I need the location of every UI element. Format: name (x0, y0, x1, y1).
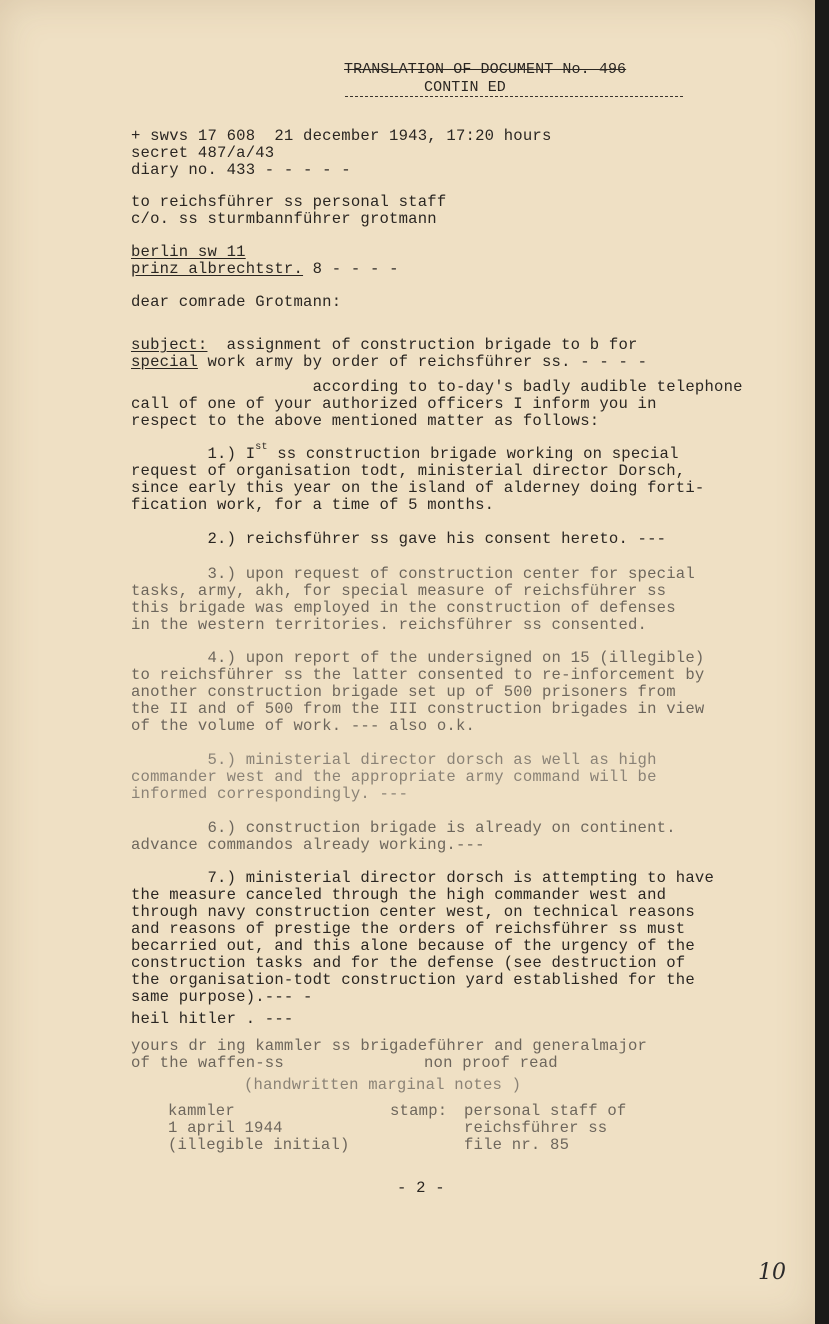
item-1-superscript: st (255, 442, 268, 453)
item-1-line: request of organisation todt, ministerial director Dorsch, (131, 462, 686, 480)
item-7-line: the measure canceled through the high commander west and (131, 886, 667, 904)
item-7-line: through navy construction center west, on technical reasons (131, 903, 695, 921)
telegram-line: secret 487/a/43 (131, 144, 275, 162)
header-rule (345, 96, 683, 97)
closing-line: heil hitler . --- (131, 1010, 294, 1028)
signature-line: yours dr ing kammler ss brigadeführer and generalmajor (131, 1037, 648, 1055)
item-7-line: 7.) ministerial director dorsch is attempting to have (131, 869, 715, 887)
item-1-text: ss construction brigade working on special (267, 445, 679, 463)
item-3-line: this brigade was employed in the construction of defenses (131, 599, 676, 617)
marginal-notes-heading: (handwritten marginal notes ) (244, 1076, 522, 1094)
telegram-line: + swvs 17 608 21 december 1943, 17:20 hours (131, 127, 552, 145)
subject-underlined-word: special (131, 353, 198, 371)
stamp-line: personal staff of (464, 1102, 627, 1120)
signature-line: of the waffen-ss (131, 1054, 284, 1072)
item-1-prefix: 1.) I (131, 445, 256, 463)
document-title: TRANSLATION OF DOCUMENT No. 496 (344, 61, 627, 78)
item-2-line: 2.) reichsführer ss gave his consent hereto. --- (131, 530, 667, 548)
marginal-left-line: kammler (168, 1102, 235, 1120)
page-number: - 2 - (397, 1179, 445, 1197)
item-1-line: since early this year on the island of alderney doing forti- (131, 479, 705, 497)
item-7-line: same purpose).--- - (131, 988, 313, 1006)
item-6-line: advance commandos already working.--- (131, 836, 485, 854)
telegram-line: diary no. 433 - - - - - (131, 161, 351, 179)
item-1-line: fication work, for a time of 5 months. (131, 496, 495, 514)
address-street-rest: 8 - - - - (303, 260, 399, 278)
stamp-line: reichsführer ss (464, 1119, 608, 1137)
intro-line: respect to the above mentioned matter as follows: (131, 412, 600, 430)
intro-line: according to to-day's badly audible telephone (131, 378, 743, 396)
addressee-line: to reichsführer ss personal staff (131, 193, 447, 211)
subject-label: subject: (131, 336, 208, 354)
item-4-line: to reichsführer ss the latter consented to re-inforcement by (131, 666, 705, 684)
intro-line: call of one of your authorized officers I inform you in (131, 395, 657, 413)
marginal-left-line: (illegible initial) (168, 1136, 350, 1154)
item-5-line: 5.) ministerial director dorsch as well as high (131, 751, 657, 769)
item-3-line: tasks, army, akh, for special measure of reichsführer ss (131, 582, 667, 600)
item-3-line: 3.) upon request of construction center for special (131, 565, 695, 583)
item-6-line: 6.) construction brigade is already on continent. (131, 819, 676, 837)
proof-note: non proof read (424, 1054, 558, 1072)
item-7-line: the organisation-todt construction yard established for the (131, 971, 695, 989)
document-subtitle: CONTIN ED (424, 79, 506, 96)
item-3-line: in the western territories. reichsführer ss consented. (131, 616, 648, 634)
item-7-line: construction tasks and for the defense (see destruction of (131, 954, 686, 972)
address-street-name: prinz albrechtstr. (131, 260, 304, 278)
subject-line (131, 337, 638, 354)
item-7-line: and reasons of prestige the orders of reichsführer ss must (131, 920, 686, 938)
address-city: berlin sw 11 (131, 243, 246, 261)
marginal-left-line: 1 april 1944 (168, 1119, 283, 1137)
address-street (131, 261, 399, 278)
item-1-line (131, 442, 679, 463)
salutation: dear comrade Grotmann: (131, 293, 342, 311)
item-4-line: 4.) upon report of the undersigned on 15 (illegible) (131, 649, 705, 667)
item-4-line: of the volume of work. --- also o.k. (131, 717, 476, 735)
handwritten-page-number: 10 (758, 1260, 786, 1285)
stamp-line: file nr. 85 (464, 1136, 570, 1154)
item-4-line: another construction brigade set up of 500 prisoners from (131, 683, 676, 701)
item-7-line: becarried out, and this alone because of the urgency of the (131, 937, 695, 955)
subject-line (131, 354, 647, 371)
stamp-label: stamp: (390, 1102, 448, 1120)
item-5-line: informed correspondingly. --- (131, 785, 409, 803)
item-5-line: commander west and the appropriate army command will be (131, 768, 657, 786)
item-4-line: the II and of 500 from the III construction brigades in view (131, 700, 705, 718)
subject-text: work army by order of reichsführer ss. - - - - (197, 353, 648, 371)
subject-text: assignment of construction brigade to b for (207, 336, 638, 354)
addressee-line: c/o. ss sturmbannführer grotmann (131, 210, 437, 228)
